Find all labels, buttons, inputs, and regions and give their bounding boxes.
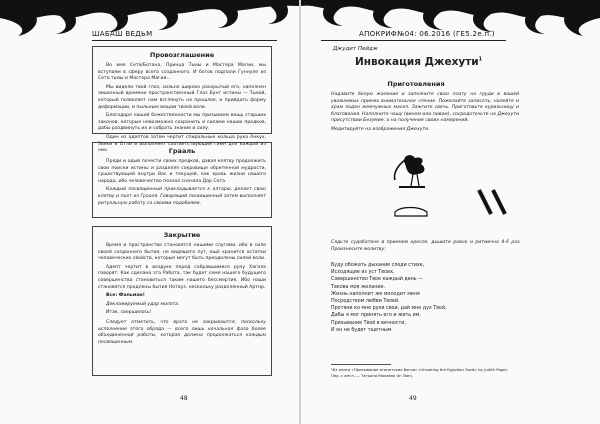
verse-line: Буду обожать дыхание следи стихе,: [331, 263, 425, 268]
preparation-text: [331, 92, 519, 136]
footnote-rule: [331, 364, 391, 365]
prayer-intro: [331, 240, 521, 255]
header-rule: [321, 40, 506, 41]
section-grail: [92, 142, 272, 218]
call-line: Итак, свершилось!: [106, 310, 152, 316]
paragraph: Один из адептов затем чертит спиральные кольца рука Анкух, Звяки и Отли и выполняет соответствующий гимн для каждой из них.: [98, 134, 266, 154]
verse-line: Совершенство Твое каждый день —: [331, 277, 423, 283]
paragraph: Благодаря нашей божественности мы призываем вещь старших законов, которые невозможно сохранить и силами наших предков, дабы раздвинуть их и собрать знание и силу.: [98, 113, 266, 132]
paragraph: Медитируйте на изображения Джехути.: [331, 126, 430, 132]
left-page: [0, 0, 299, 424]
paragraph: Сядьте судобатоне в приемом кресле, дышите ровно и ритмично 4-6 раз. Произнесите молитву:: [331, 240, 521, 252]
call-line: Все: Фальман!: [106, 293, 145, 299]
right-page: [301, 0, 600, 424]
paragraph: Надавите белую жаление и заполните свою плату на груди в вашей уважаемых приема внимательное чтение. Пожелайте записать, налейте и храм ладан жемчужных масел. Зажгите свечь. Приготовьте курильницу и благовония. Наполните чашу (вином или пивом), сосредоточьте на Джехути присутствии Безумиe, а на получение своих намерений.: [331, 92, 519, 124]
author: Джудит Пейдж: [333, 46, 378, 52]
verse-line: Дабы я мог принять его и жить им,: [331, 313, 421, 319]
page-number: 48: [180, 395, 188, 402]
header-rule: [92, 40, 277, 41]
closing-note: Следует отметить, что врата не закрываются, поскольку исполнение этого обряда — всего лишь начальная фаза более объединенной работы, которая должна продолжаться каждым посвященным.: [98, 319, 266, 345]
verse-line: Такова моя желание.: [331, 284, 385, 290]
running-head: ШАБАШ ВЕДЬМ: [92, 30, 153, 38]
prayer-verse: [331, 262, 521, 334]
paragraph: Каждый посвященный прикладывается к алтарю, делает свою клятву и пьет из Грааля. Говорящий посвященный затем выполняет ритуальную работу со своими подобиями.: [98, 187, 266, 206]
verse-line: И он не будет тщетным.: [331, 327, 393, 333]
verse-line: Посредством любви Твоей.: [331, 299, 400, 305]
paragraph: Во имя Сета/Ботана, Принца Тьмы и Мастера Магии, мы вступаем в сферу всего созданного. И богов подпали Гуннуле из Сета тьмы и Мастера Магии...: [98, 63, 266, 82]
paragraph: Пряди и одый почести своих предков, давая клятву продолжить свои поиски истины и разделяя сокровище обретенной мудрости, существующей внутри Вас и текущей, как кровь жизни нашего народа, ибо человечество познал сначала Дар Сета.: [98, 159, 266, 184]
footnote: ¹Из книги «Призывание египетских богов» («Invoking the Egyptian Gods» by Judith Page). Пер. с англ. — Татьяна Махаева (In Taer).: [331, 367, 509, 378]
verse-line: Протяни ко мне руки свои, дай мне дух Твой,: [331, 306, 447, 312]
article-title: [355, 56, 482, 68]
section-heading: Грааль: [168, 147, 196, 155]
verse-line: Призывание Твоё в вечности,: [331, 320, 406, 326]
section-closing: [92, 226, 272, 376]
djehuti-hieroglyph-icon: [391, 150, 521, 230]
verse-line: Жизнь наполнит же молодит меня: [331, 291, 420, 297]
section-heading: Провозглашение: [149, 51, 215, 59]
title-text: Инвокация Джехути: [355, 56, 479, 68]
verse-line: Исходящие из уст Твоих,: [331, 270, 395, 276]
paragraph: Адепт чертит в воздухе перед собравшимися руну Хагала говорят: Как сделана эта Работа, так будет семя нашего будущего совершенства становиться таким нашего бессмертия. Ибо наши становятся продлены бытия Нотауз, нескольку разделенный Артнр.: [98, 264, 266, 290]
call-line: Декламируемый удар молота.: [106, 301, 180, 307]
footnote-mark: 1: [478, 56, 483, 63]
page-number: 49: [409, 395, 417, 402]
section-heading: Закрытие: [163, 231, 201, 239]
paragraph: Мы видели твой глаз, сильно широко раскрытый его, наполнен лишенный времени пространственный Глаз Бунт истины — Тьмой, который позволяет нам взглянуть на прошлое, и прийдать форму деформации, и пыльным вещам твоей воли.: [98, 84, 266, 110]
running-head: АПОКРИФ№04: 06.2016 (ГЕ5.2е.п.): [359, 30, 495, 38]
section-heading: Приготовления: [387, 80, 445, 88]
paragraph: Время и пространство становятся нашими слугами, ибо в силе своей созданного бытия, не видящего пут, ещё хранится остатки человеческих свойств, которые могут быть преодолены силой воли.: [98, 243, 266, 262]
